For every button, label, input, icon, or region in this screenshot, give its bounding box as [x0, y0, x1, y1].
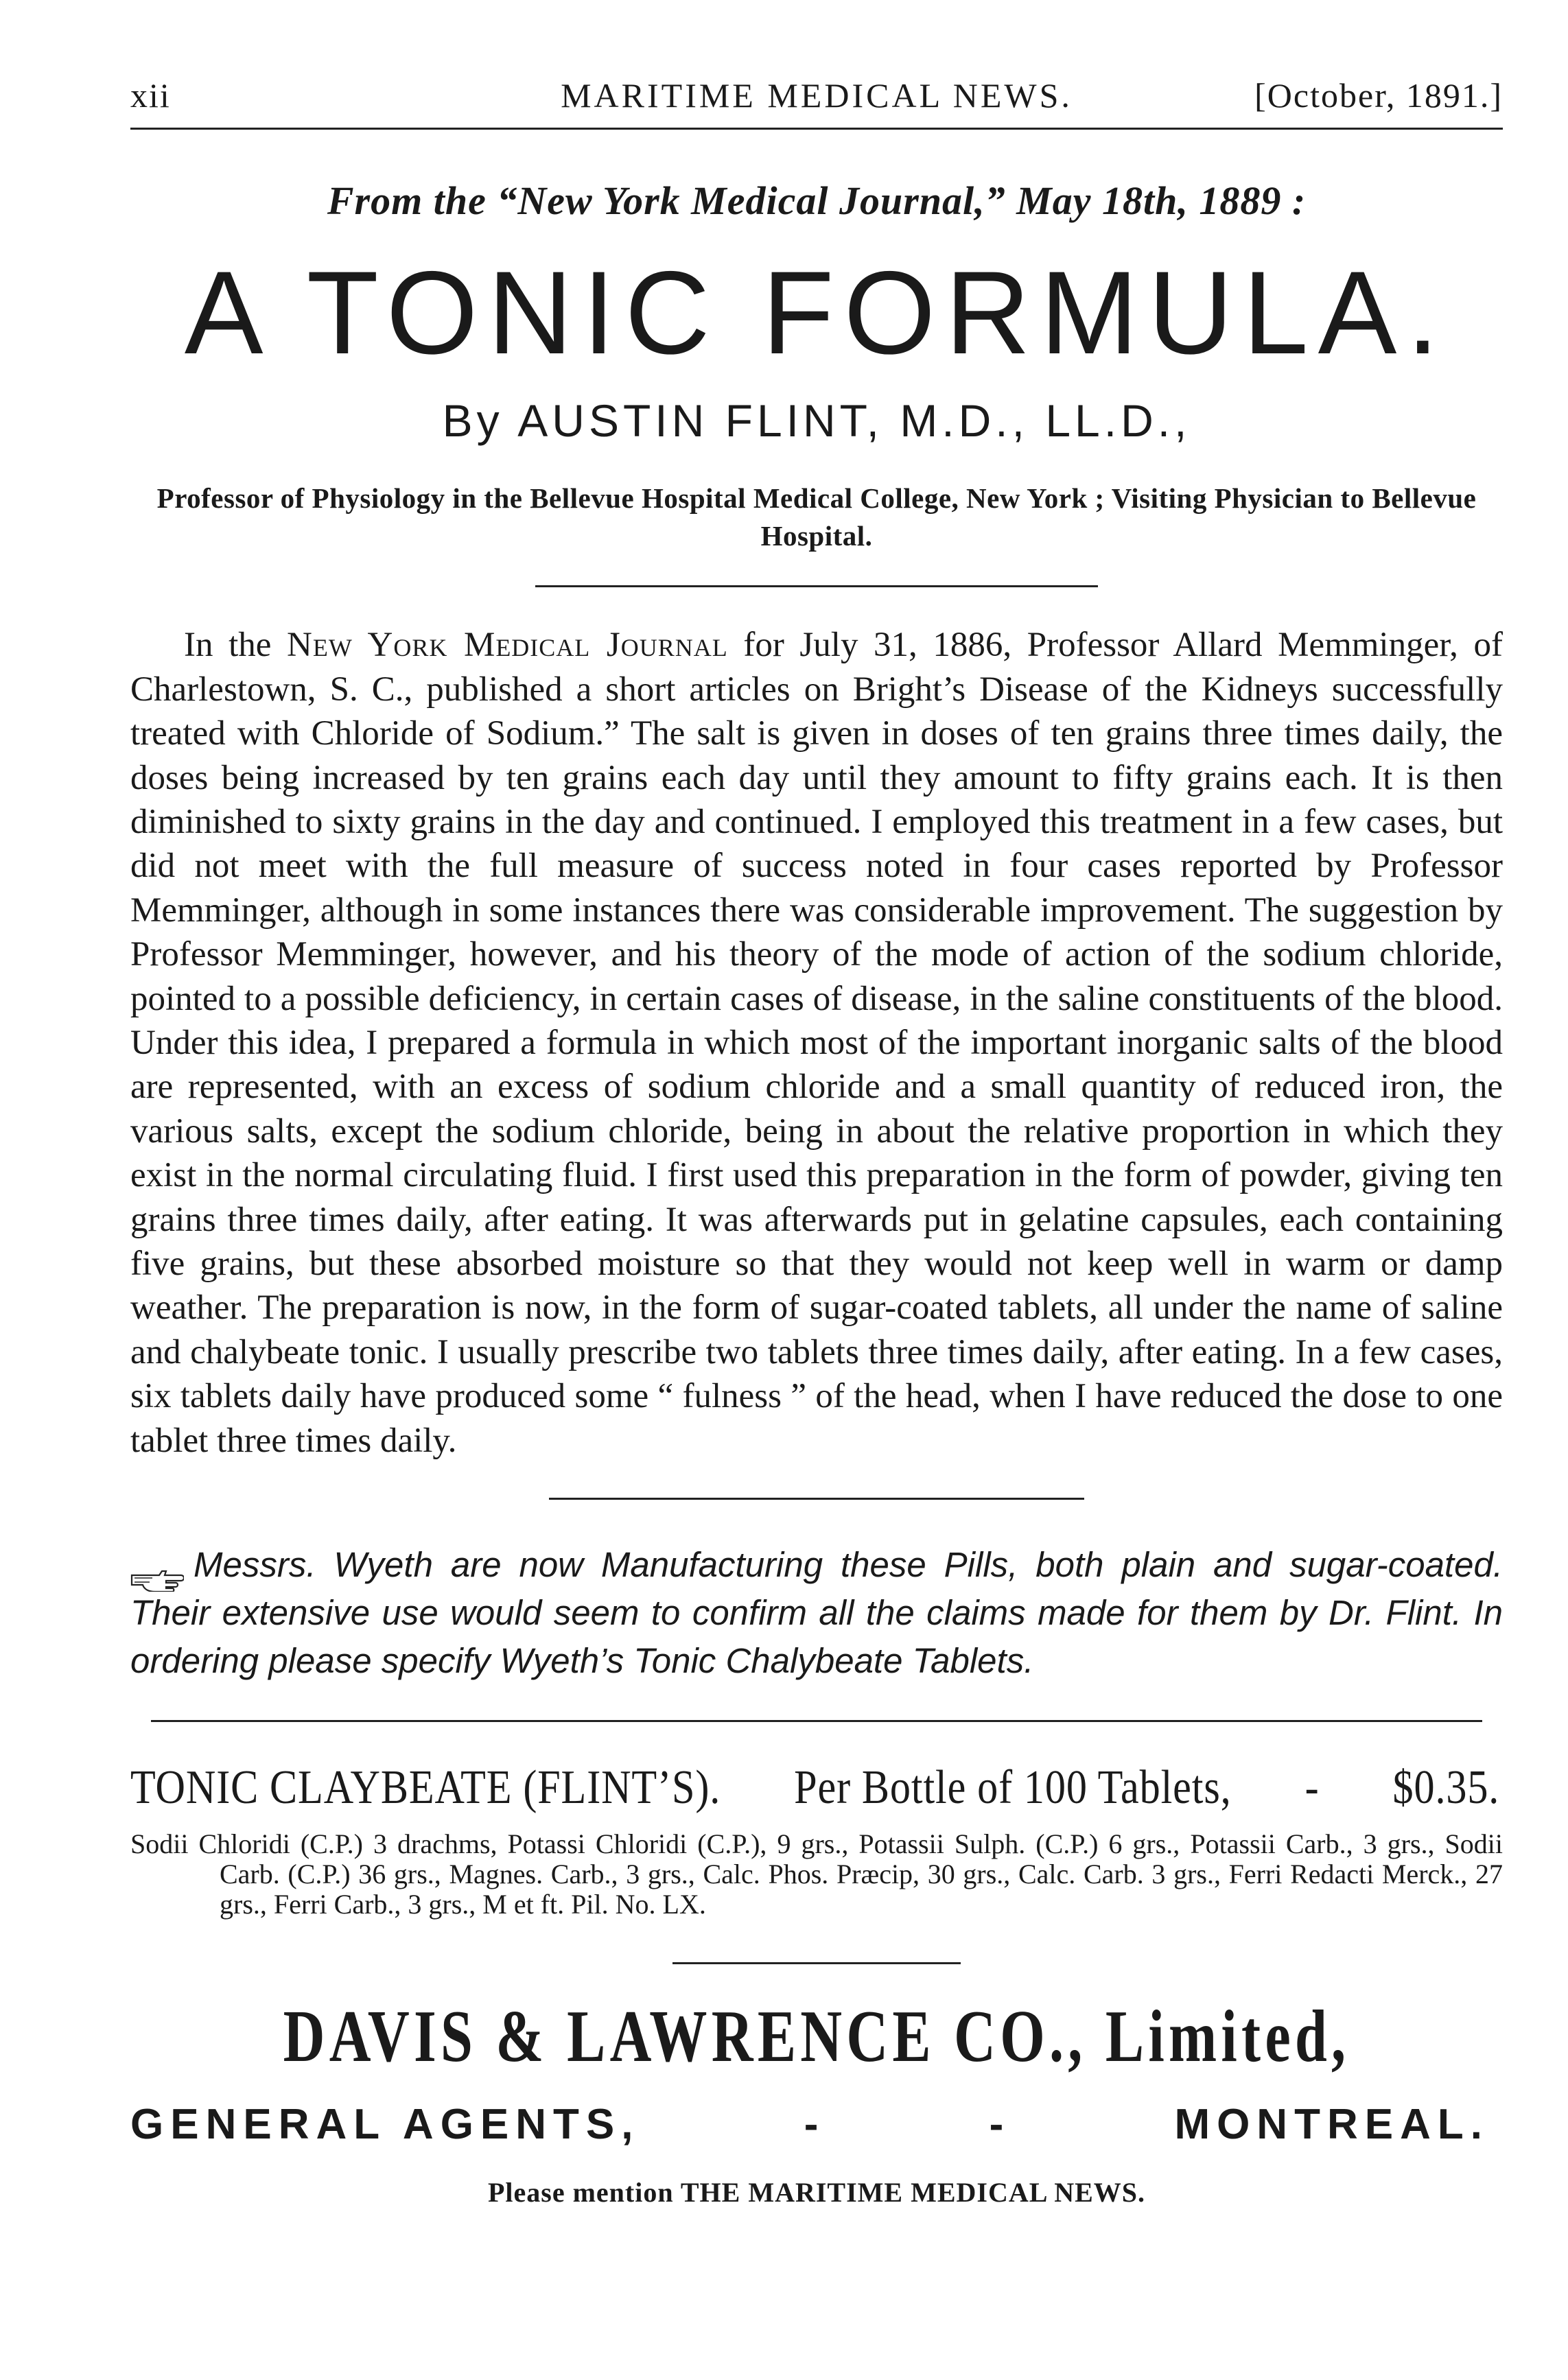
- body-intro: In the: [184, 626, 288, 665]
- manufacturer-notice: [130, 1541, 1503, 1685]
- product-dash: -: [1304, 1761, 1320, 1814]
- product-formula: Sodii Chloridi (C.P.) 3 drachms, Potassi Chloridi (C.P.), 9 grs., Potassii Sulph. (C.P.) 6 grs., Potassii Carb., 3 grs., Sodii Carb. (C.P.) 36 grs., Magnes. Carb., 3 grs., Calc. Phos. Præcip, 30 grs., Calc. Carb. 3 grs., Ferri Redacti Merck., 27 grs., Ferri Carb., 3 grs., M et ft. Pil. No. LX.: [130, 1828, 1503, 1920]
- agents-label: GENERAL AGENTS,: [130, 2101, 640, 2148]
- article-end-rule: [549, 1498, 1084, 1500]
- author-affiliation: Professor of Physiology in the Bellevue Hospital Medical College, New York ; Visiting Physician to Bellevue Hospital.: [156, 482, 1477, 552]
- article-body: [130, 623, 1503, 1463]
- journal-title: MARITIME MEDICAL NEWS.: [561, 76, 1073, 115]
- product-name: TONIC CLAYBEATE (FLINT’S).: [130, 1761, 721, 1814]
- footer-rule: [672, 1962, 961, 1964]
- running-head: [130, 75, 1503, 123]
- header-rule: [130, 128, 1503, 130]
- page-number: xii: [130, 76, 171, 115]
- agents-city: MONTREAL.: [1174, 2101, 1489, 2148]
- article-title: A TONIC FORMULA.: [184, 247, 1449, 379]
- article-byline: By AUSTIN FLINT, M.D., LL.D.,: [442, 394, 1191, 446]
- mention-line: Please mention THE MARITIME MEDICAL NEWS.: [487, 2177, 1146, 2208]
- agents-dash-2: -: [989, 2101, 1011, 2148]
- company-name: DAVIS & LAWRENCE CO., Limited,: [283, 1996, 1350, 2077]
- issue-date: [October, 1891.]: [1254, 76, 1503, 115]
- section-rule: [535, 585, 1098, 587]
- pointing-hand-icon: [130, 1556, 184, 1579]
- notice-rule: [151, 1720, 1482, 1722]
- product-price: $0.35.: [1392, 1761, 1500, 1814]
- product-price-line: [130, 1760, 1499, 1815]
- agents-line: [130, 2100, 1503, 2149]
- agents-dash-1: -: [804, 2101, 826, 2148]
- notice-text: Messrs. Wyeth are now Manufacturing these Pills, both plain and sugar-coated. Their extensive use would seem to confirm all the claims made for them by Dr. Flint. In ordering please specify Wyeth’s Tonic Chalybeate Tablets.: [130, 1545, 1503, 1680]
- source-line: From the “New York Medical Journal,” May 18th, 1889 :: [327, 178, 1307, 223]
- product-package: Per Bottle of 100 Tablets,: [794, 1761, 1232, 1814]
- body-journal-name: New York Medical Journal: [287, 626, 728, 665]
- body-text: for July 31, 1886, Professor Allard Memminger, of Charlestown, S. C., published a short articles on Bright’s Disease of the Kidneys successfully treated with Chloride of Sodium.” The salt is given in doses of ten grains three times daily, the doses being increased by ten grains each day until they amount to fifty grains each. It is then diminished to sixty grains in the day and continued. I employed this treatment in a few cases, but did not meet with the full measure of success noted in four cases reported by Professor Memminger, although in some instances there was considerable improvement. The suggestion by Professor Memminger, however, and his theory of the mode of action of the sodium chloride, pointed to a possible deficiency, in certain cases of disease, in the saline constituents of the blood. Under this idea, I prepared a formula in which most of the important inorganic salts of the blood are represented, with an excess of sodium chloride and a small quantity of reduced iron, the various salts, except the sodium chloride, being in about the relative proportion in which they exist in the normal circulating fluid. I first used this preparation in the form of powder, giving ten grains three times daily, after eating. It was afterwards put in gelatine capsules, each containing five grains, but these absorbed moisture so that they would not keep well in warm or damp weather. The preparation is now, in the form of sugar-coated tablets, all under the name of saline and chalybeate tonic. I usually prescribe two tablets three times daily, after eating. In a few cases, six tablets daily have produced some “ fulness ” of the head, when I have reduced the dose to one tablet three times daily.: [130, 626, 1503, 1460]
